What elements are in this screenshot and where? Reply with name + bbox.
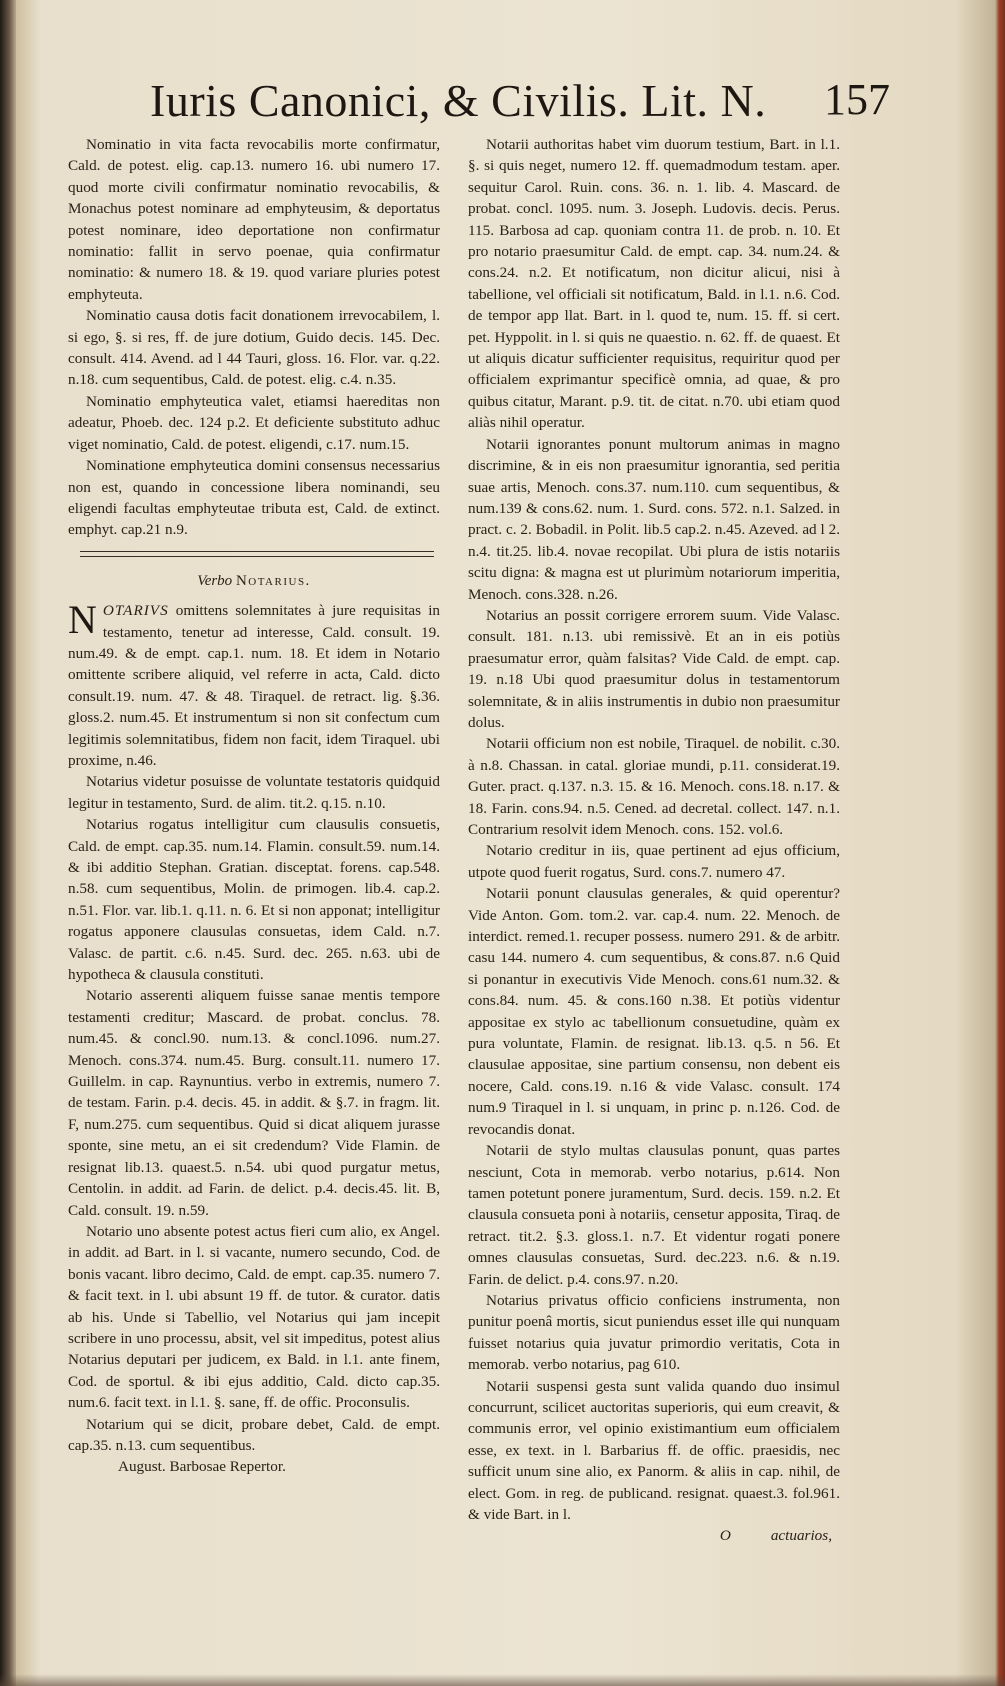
paragraph: Notarius privatus officio conficiens instrumenta, non punitur poenâ mortis, sicut puniendus esset ille qui nunquam fuisset notarius quia juvatur primordio veritatis, Cota in memorab. verbo notarius, pag 610. xyxy=(468,1291,840,1374)
page-bottom-edge xyxy=(0,1674,1005,1686)
section-divider xyxy=(80,551,434,552)
page-title: Iuris Canonici, & Civilis. Lit. N. xyxy=(150,75,767,126)
lead-word: OTARIVS xyxy=(102,602,169,620)
paragraph: Notarius an possit corrigere errorem suum. Vide Valasc. consult. 181. n.13. ubi remissivè. Et an in eis potiùs praesumatur error, quàm falsitas? Vide Cald. de empt. cap. 19. n.18 Ubi quod praesumitur dolus in testamentorum solemnitate, & in aliis instrumentis in dubio non praesumitur dolus. xyxy=(468,606,840,731)
section-divider-thin xyxy=(80,556,434,557)
section-heading-word: Notarius. xyxy=(235,572,311,589)
section-heading xyxy=(68,571,440,592)
paragraph: Notarii officium non est nobile, Tiraquel. de nobilit. c.30. à n.8. Chassan. in catal. gloriae mundi, p.11. considerat.19. Guter. pract. q.137. n.3. 15. & 16. Menoch. cons.18. n.17. & 18. Farin. cons.94. n.5. Cened. ad decretal. collect. 147. n.1. Contrarium resolvit idem Menoch. cons. 152. vol.6. xyxy=(468,735,840,838)
paragraph-with-initial xyxy=(68,597,441,771)
paragraph: Nominatione emphyteutica domini consensus necessarius non est, quando in concessione libera nominandi, seu eligendi facultas emphyteutae tributa est, Cald. de extinct. emphyt. cap.21 n.9. xyxy=(68,457,440,539)
paragraph: Notarii authoritas habet vim duorum testium, Bart. in l.1. §. si quis neget, numero 12. ff. quemadmodum testam. aper. sequitur Carol. Ruin. cons. 36. n. 1. lib. 4. Mascard. de probat. concl. 1095. num. 3. Joseph. Ludovis. decis. Perus. 115. Barbosa ad cap. quoniam contra 11. de prob. n. 10. Et pro notario praesumitur Cald. de empt. cap. 34. num.24. & cons.24. n.2. Et notificatum, non dicitur alicui, nisi à tabellione, vel officiali sit notificatum, Bald. in l.1. n.6. Cod. de tempor app llat. Bart. in l. quod te, num. 15. ff. si cert. pet. Hyppolit. in l. si quis ne quaestio. n. 62. ff. de quaest. Et ut aliquis dicatur sufficienter requisitus, requiritur quod per officialem exprimantur specificè omnia, ad quae, & pro quibus citatur, Marant. p.9. tit. de citat. n.70. ubi etiam quod aliàs nihil operatur. xyxy=(468,136,840,432)
paragraph: Notarii ponunt clausulas generales, & quid operentur? Vide Anton. Gom. tom.2. var. cap.4. num. 22. Menoch. de interdict. remed.1. recuper possess. numero 291. & de arbitr. casu 144. numero 4. cum sequentibus, & cons.87. n.6 Quid si ponantur in executivis Vide Menoch. cons.61 num.32. & cons.84. num. 45. & cons.160 n.38. Et potiùs videntur appositae ex stylo ac tabellionum consuetudine, quàm ex pura voluntate, Flamin. de resignat. lib.13. q.5. n 56. Et clausulae appositae, sine partium consensu, non debent eis nocere, Cald. cons.19. n.16 & vide Valasc. consult. 174 num.9 Tiraquel in l. si unquam, in princ p. n.126. Cod. de revocandis donat. xyxy=(468,885,840,1138)
paragraph: Notarii ignorantes ponunt multorum animas in magno discrimine, & in eis non praesumitur ignorantia, sed peritia suae artis, Menoch. cons.37. num.110. cum sequentibus, & num.139 & cons.62. num. 1. Surd. cons. 572. n.1. Salzed. in pract. c. 2. Bobadil. in Polit. lib.5 cap.2. n.45. Azeved. ad l 2. n.4. tit.25. lib.4. novae recopilat. Ubi plura de istis notariis scitu digna: & magna est ut plurimùm notariorum imperitia, Menoch. cons.328. n.26. xyxy=(468,435,840,603)
paragraph: Notario creditur in iis, quae pertinent ad ejus officium, utpote quod fuerit rogatus, Surd. cons.7. numero 47. xyxy=(468,842,840,881)
catchword-line xyxy=(468,1525,840,1546)
paragraph: Notarium qui se dicit, probare debet, Cald. de empt. cap.35. n.13. cum sequentibus. xyxy=(68,1415,440,1454)
repertory-signature: August. Barbosae Repertor. xyxy=(118,1458,286,1476)
paragraph: Nominatio in vita facta revocabilis morte confirmatur, Cald. de potest. elig. cap.13. numero 16. ubi numero 17. quod morte civili confirmatur nominatio revocabilis, & Monachus potest nominare ad emphyteusim, & deportatus potest nominare, ideo deportatione non confirmatur nominatio: fallit in servo poenae, quia confirmatur nominatio: & numero 18. & 19. quod variare pluries potest emphyteuta. xyxy=(68,136,440,303)
paragraph: Notarius rogatus intelligitur cum clausulis consuetis, Cald. de empt. cap.35. num.14. Flamin. consult.59. num.14. & ibi additio Stephan. Gratian. disceptat. forens. cap.548. n.58. cum sequentibus, Molin. de primogen. lib.4. cap.2. n.51. Flor. var. lib.1. q.11. n. 6. Et si non apponat; intelligitur rogatus apponere clausulas consuetas, idem Cald. n.7. Valasc. de partit. c.6. n.45. Surd. dec. 265. n.63. ubi de hypotheca & clausula constituti. xyxy=(68,816,440,984)
book-spine-shadow xyxy=(0,0,16,1686)
paragraph: Notarius videtur posuisse de voluntate testatoris quidquid legitur in testamento, Surd. de alim. tit.2. q.15. n.10. xyxy=(68,773,440,812)
right-column xyxy=(468,134,840,1547)
paragraph: Notario uno absente potest actus fieri cum alio, ex Angel. in addit. ad Bart. in l. si vacante, numero secundo, Cod. de bonis vacant. libro decimo, Cald. de empt. cap.35. numero 7. & facit text. in l. ubi absunt 19 ff. de tutor. & curator. datis ab his. Unde si Tabellio, vel Notarius qui jam incepit scribere in uno processu, absit, vel sit impeditus, potest alius Notarius deputari per judicem, ex Bald. in l.1. ante finem, Cod. de sportul. & ibi ejus additio, Cald. dicto cap.35. num.6. facit text. in l.1. §. sane, ff. de offic. Proconsulis. xyxy=(68,1222,440,1412)
paragraph: Nominatio causa dotis facit donationem irrevocabilem, l. si ego, §. si res, ff. de jure dotium, Guido decis. 145. Dec. consult. 414. Avend. ad l 44 Tauri, gloss. 16. Flor. var. q.22. n.18. cum sequentibus, Cald. de potest. elig. c.4. n.35. xyxy=(68,307,440,389)
paragraph: Nominatio emphyteutica valet, etiamsi haereditas non adeatur, Phoeb. dec. 124 p.2. Et deficiente substituto adhuc viget nominatio, Cald. de potest. eligendi, c.17. num.15. xyxy=(68,392,440,453)
page-edge xyxy=(995,0,1005,1686)
left-column xyxy=(68,134,440,1478)
section-heading-prefix: Verbo xyxy=(197,572,233,589)
paragraph: Notarii de stylo multas clausulas ponunt, quas partes nesciunt, Cota in memorab. verbo notarius, p.614. Non tamen potetunt ponere juramentum, Surd. decis. 159. n.2. Et clausula consueta poni à notariis, censetur apposita, Tiraq. de retract. tit.2. §.3. gloss.1. n.7. Et videntur rogati ponere omnes clausulas consuetas, Surd. dec.223. n.6. & n.19. Farin. de delict. p.4. cons.97. n.20. xyxy=(468,1142,840,1288)
catchword: actuarios, xyxy=(770,1527,832,1545)
paragraph: Notario asserenti aliquem fuisse sanae mentis tempore testamenti creditur; Mascard. de probat. conclus. 78. num.45. & concl.90. num.13. & concl.1096. num.27. Menoch. cons.374. num.45. Burg. consult.11. numero 17. Guillelm. in cap. Raynuntius. verbo in extremis, numero 7. de testam. Farin. p.4. decis. 45. in addit. & §.7. in fragm. lit. F, num.275. cum sequentibus. Quid si dicat aliquem jurasse sponte, sine metu, an ei sit credendum? Vide Flamin. de resignat lib.13. quaest.5. n.54. ubi quod purgatur metus, Centolin. in addit. ad Farin. de delict. p.4. decis.45. lit. B, Cald. consult. 19. n.59. xyxy=(68,987,440,1219)
drop-cap: N xyxy=(68,597,97,643)
page-number: 157 xyxy=(824,75,890,124)
paragraph-text: omittens solemnitates à jure requisitas in testamento, tenetur ad interesse, Cald. consult. 19. num.49. & de empt. cap.1. num. 18. Et idem in Notario omittente scribere aliquid, vel referre in acta, Cald. dicto consult.19. num. 47. & 48. Tiraquel. de retract. lig. §.36. gloss.2. num.45. Et instrumentum si non sit confectum cum legitimis solemnitatibus, fidem non facit, idem Tiraquel. ubi proxime, n.46. xyxy=(68,602,441,769)
signature-mark: O xyxy=(719,1527,731,1545)
running-header xyxy=(150,74,890,134)
paragraph: Notarii suspensi gesta sunt valida quando duo insimul concurrunt, scilicet auctoritas superioris, qui eum creavit, & communis error, vel opinio existimantium eum officialem esse, ex text. in l. Barbarius ff. de offic. praesidis, nec sufficit unum sine alio, ex Panorm. & aliis in cap. nihil, de elect. Gom. in reg. de publicand. resignat. quaest.3. fol.961. & vide Bart. in l. xyxy=(468,1377,840,1523)
